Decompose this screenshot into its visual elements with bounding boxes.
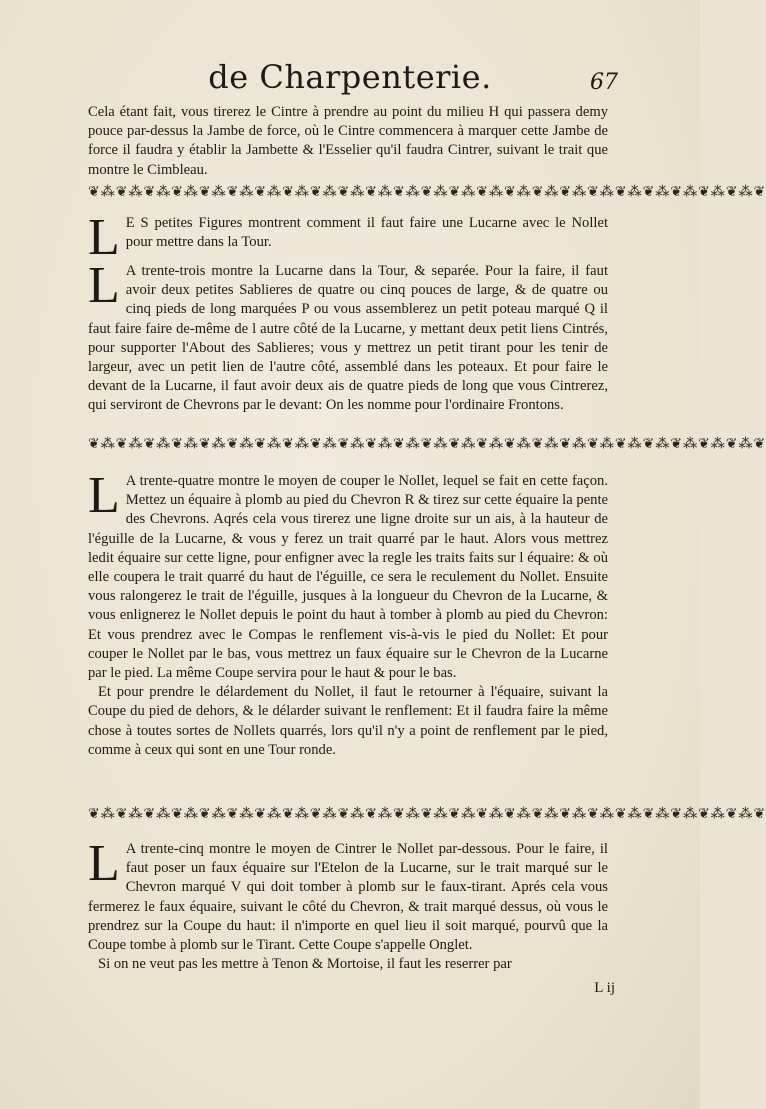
- opening-paragraph: [88, 103, 608, 180]
- paragraph-text: Et pour prendre le délardement du Nollet, il faut le retourner à l'équaire, suivant la Coupe du pied de dehors, & le délarder suivant le renflement: Et il faudra faire la même chose à toutes sortes de Nollets quarrés, lors qu'il n'y a point de renflement par le pied, comme à ceux qui sont en une Tour ronde.: [88, 684, 608, 758]
- paragraph-text: A trente-cinq montre le moyen de Cintrer le Nollet par-dessous. Pour le faire, il faut poser un faux équaire sur l'Etelon de la Lucarne, sur le trait marqué sur le Chevron marqué V qui doit tomber à plomb sur le faux-tirant. Aprés cela vous fermerez le faux équaire, suivant le côté du Chevron, & trait marqué dessus, où vous le prendrez sur la Coupe du haut: il n'importe en quel lieu il soit marqué, pourvû que la Coupe tombe à plomb sur le Tirant. Cette Coupe s'appelle Onglet.: [88, 841, 608, 954]
- section-lucarne-intro: [88, 209, 608, 266]
- drop-cap: L: [88, 209, 120, 266]
- paragraph-text: Si on ne veut pas les mettre à Tenon & Mortoise, il faut les reserrer par: [98, 956, 512, 973]
- drop-cap: L: [88, 257, 120, 314]
- paragraph-text: E S petites Figures montrent comment il faut faire une Lucarne avec le Nollet pour mettre dans la Tour.: [125, 215, 608, 251]
- ornament-divider: ❦⁂❦⁂❦⁂❦⁂❦⁂❦⁂❦⁂❦⁂❦⁂❦⁂❦⁂❦⁂❦⁂❦⁂❦⁂❦⁂❦⁂❦⁂❦⁂❦⁂❦⁂❦⁂❦⁂❦⁂❦: [88, 436, 766, 452]
- ornament-divider: ❦⁂❦⁂❦⁂❦⁂❦⁂❦⁂❦⁂❦⁂❦⁂❦⁂❦⁂❦⁂❦⁂❦⁂❦⁂❦⁂❦⁂❦⁂❦⁂❦⁂❦⁂❦⁂❦⁂❦⁂❦: [88, 806, 766, 822]
- ornament-divider: ❦⁂❦⁂❦⁂❦⁂❦⁂❦⁂❦⁂❦⁂❦⁂❦⁂❦⁂❦⁂❦⁂❦⁂❦⁂❦⁂❦⁂❦⁂❦⁂❦⁂❦⁂❦⁂❦⁂❦⁂❦: [88, 184, 766, 200]
- drop-cap: L: [88, 467, 120, 524]
- running-head: [0, 52, 700, 102]
- paragraph-text: Cela étant fait, vous tirerez le Cintre à prendre au point du milieu H qui passera demy pouce par-dessus la Jambe de force, où le Cintre commencera à marquer cette Jambe de force il faudra y établir la Jambette & l'Esselier qu'il faudra Cintrer, suivant le trait que montre le Cimbleau.: [88, 104, 608, 178]
- paragraph-text: A trente-quatre montre le moyen de couper le Nollet, lequel se fait en cette façon. Mettez un équaire à plomb au pied du Chevron R & tirez sur cette équaire la pente des Chevrons. Aqrés cela vous tirerez une ligne droite sur un ais, à la hauteur de l'éguille de la Lucarne, & vous y ferez un trait quarré par le haut. Alors vous mettrez ledit équaire sur cette ligne, pour enfigner avec la regle les traits faits sur l équaire: & où elle coupera le trait quarré du haut de l'éguille, ce sera le reculement du Nollet. Ensuite vous ralongerez le trait de l'éguille, jusques à la longueur du Chevron de la Lucarne, & vous enlignerez le Nollet depuis le point du haut à tomber à plomb au pied du Chevron: Et vous prendrez avec le Compas le renflement vis-à-vis le pied du Nollet: Et pour couper le Nollet par le bas, vous mettrez un faux équaire sur le Chevron de la Lucarne par le pied. La même Coupe servira pour le haut & pour le bas.: [88, 473, 608, 682]
- section-figure-33: [88, 257, 608, 416]
- page-title: de Charpenterie.: [208, 58, 492, 96]
- section-figure-34: [88, 467, 608, 760]
- signature-mark: L ij: [594, 980, 615, 996]
- page-number: 67: [590, 70, 618, 95]
- drop-cap: L: [88, 835, 120, 892]
- section-figure-35: [88, 835, 608, 974]
- paragraph-text: A trente-trois montre la Lucarne dans la Tour, & separée. Pour la faire, il faut avoir deux petites Sablieres de quatre ou cinq pouces de large, & de quatre ou cinq pieds de long marquées P ou vous assemblerez un petit poteau marqué Q il faut faire faire de-même de l autre côté de la Lucarne, y mettant deux petit liens Cintrés, pour supporter l'About des Sablieres; vous y mettrez un petit tirant pour les tenir de largeur, avec un petit lien de l'autre côté, assemblé dans les poteaux. Et pour faire le devant de la Lucarne, il faut avoir deux ais de quatre pieds de long que vous Cintrerez, qui serviront de Chevrons par le devant: On les nomme pour l'ordinaire Frontons.: [88, 263, 608, 414]
